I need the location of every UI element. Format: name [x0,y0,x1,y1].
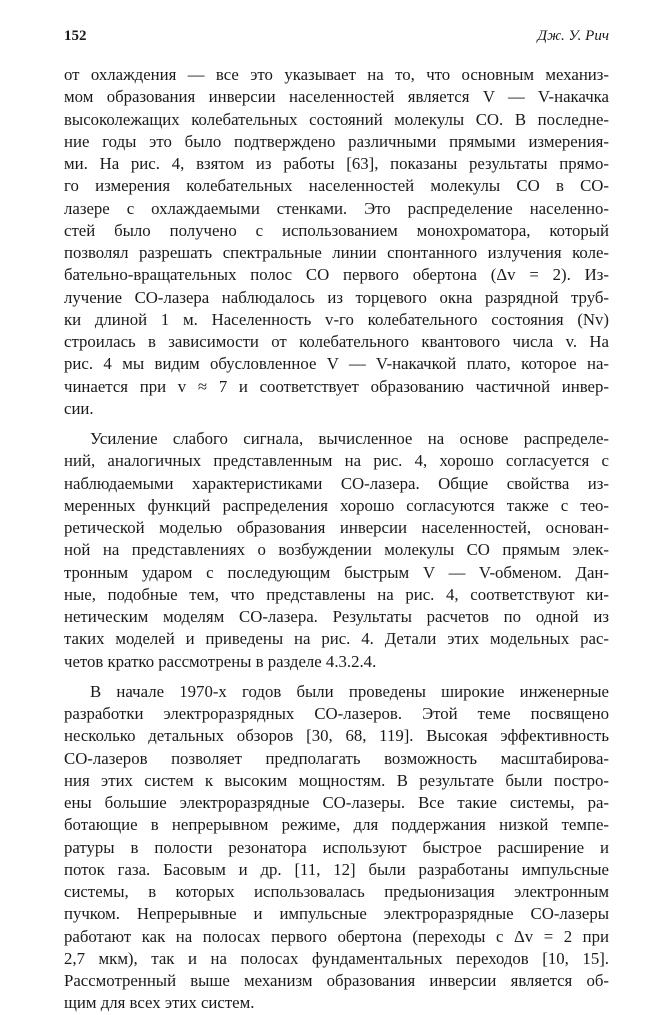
text-line: строилась в зависимости от колебательного квантового числа v. На [64,332,609,351]
paragraph [64,428,609,673]
text-line: меренных функций распределения хорошо согласуются также с тео- [64,495,609,515]
text-line: CO-лазеров позволяет предполагать возможность масштабирова- [64,748,609,768]
text-line: ний, аналогичных представленным на рис. 4, хорошо согласуется с [64,451,609,471]
text-line: 2,7 мкм), так и на полосах фундаментальных переходов [10, 15]. [64,948,609,968]
text-line: В начале 1970-х годов были проведены широкие инженерные [90,681,609,701]
text-line: щим для всех этих систем. [64,993,255,1013]
text-line: ми. На рис. 4, взятом из работы [63], показаны результаты прямо- [64,154,609,173]
text-line: ные, подобные тем, что представлены на рис. 4, соответствуют ки- [64,584,609,604]
text-line: системы, в которых использовалась предыонизация электронным [64,882,609,901]
text-line: пучком. Непрерывные и импульсные электроразрядные CO-лазеры [64,904,609,924]
text-line: Усиление слабого сигнала, вычисленное на основе распределе- [90,429,609,448]
text-line: ены большие электроразрядные CO-лазеры. Все такие системы, ра- [64,793,609,812]
text-line: чинается при v ≈ 7 и соответствует образованию частичной инвер- [64,376,609,396]
page-header [64,28,609,50]
text-line: го измерения колебательных населенностей молекулы CO в CO- [64,176,609,196]
text-line: ки длиной 1 м. Населенность v-го колебательного состояния (Nv) [64,309,609,329]
paragraph [64,64,609,420]
text-line: бательно-вращательных полос CO первого обертона (Δv = 2). Из- [64,265,609,285]
text-line: разработки электроразрядных CO-лазеров. Этой теме посвящено [64,704,609,723]
text-line: лазере с охлаждаемыми стенками. Это распределение населенно- [64,198,609,218]
text-line: четов кратко рассмотрены в разделе 4.3.2.4. [64,651,377,671]
text-line: ратуры в полости резонатора используют быстрое расширение и [64,837,609,857]
page-number: 152 [64,28,87,44]
text-line: сии. [64,398,94,418]
text-line: высоколежащих колебательных состояний молекулы CO. В последне- [64,109,609,129]
text-line: ния этих систем к высоким мощностям. В результате были постро- [64,770,609,790]
text-line: ботающие в непрерывном режиме, для поддержания низкой темпе- [64,815,609,835]
text-line: мом образования инверсии населенностей является V — V-накачка [64,87,609,107]
text-line: ретической моделью образования инверсии населенностей, основан- [64,518,609,537]
text-line: стей было получено с использованием монохроматора, который [64,220,609,240]
text-line: лучение CO-лазера наблюдалось из торцевого окна разрядной труб- [64,287,609,307]
text-line: ной на представлениях о возбуждении молекулы CO прямым элек- [64,540,609,560]
text-line: от охлаждения — все это указывает на то, что основным механиз- [64,65,609,84]
running-head-author: Дж. У. Рич [537,28,609,44]
text-line: позволял разрешать спектральные линии спонтанного излучения коле- [64,243,609,262]
text-line: рис. 4 мы видим обусловленное V — V-накачкой плато, которое на- [64,354,609,374]
text-line: нетическим моделям CO-лазера. Результаты расчетов по одной из [64,607,609,626]
text-line: тронным ударом с последующим быстрым V — V-обменом. Дан- [64,562,609,582]
body-text [64,64,609,1015]
text-line: несколько детальных обзоров [30, 68, 119]. Высокая эффективность [64,726,609,746]
text-line: ние годы это было подтверждено различными прямыми измерения- [64,131,609,151]
text-line: поток газа. Басовым и др. [11, 12] были разработаны импульсные [64,859,609,879]
text-line: наблюдаемыми характеристиками CO-лазера. Общие свойства из- [64,473,609,493]
text-line: таких моделей и приведены на рис. 4. Детали этих модельных рас- [64,629,609,649]
paragraph [64,681,609,1015]
text-line: Рассмотренный выше механизм образования инверсии является об- [64,971,609,990]
text-line: работают как на полосах первого обертона (переходы с Δv = 2 при [64,926,609,946]
